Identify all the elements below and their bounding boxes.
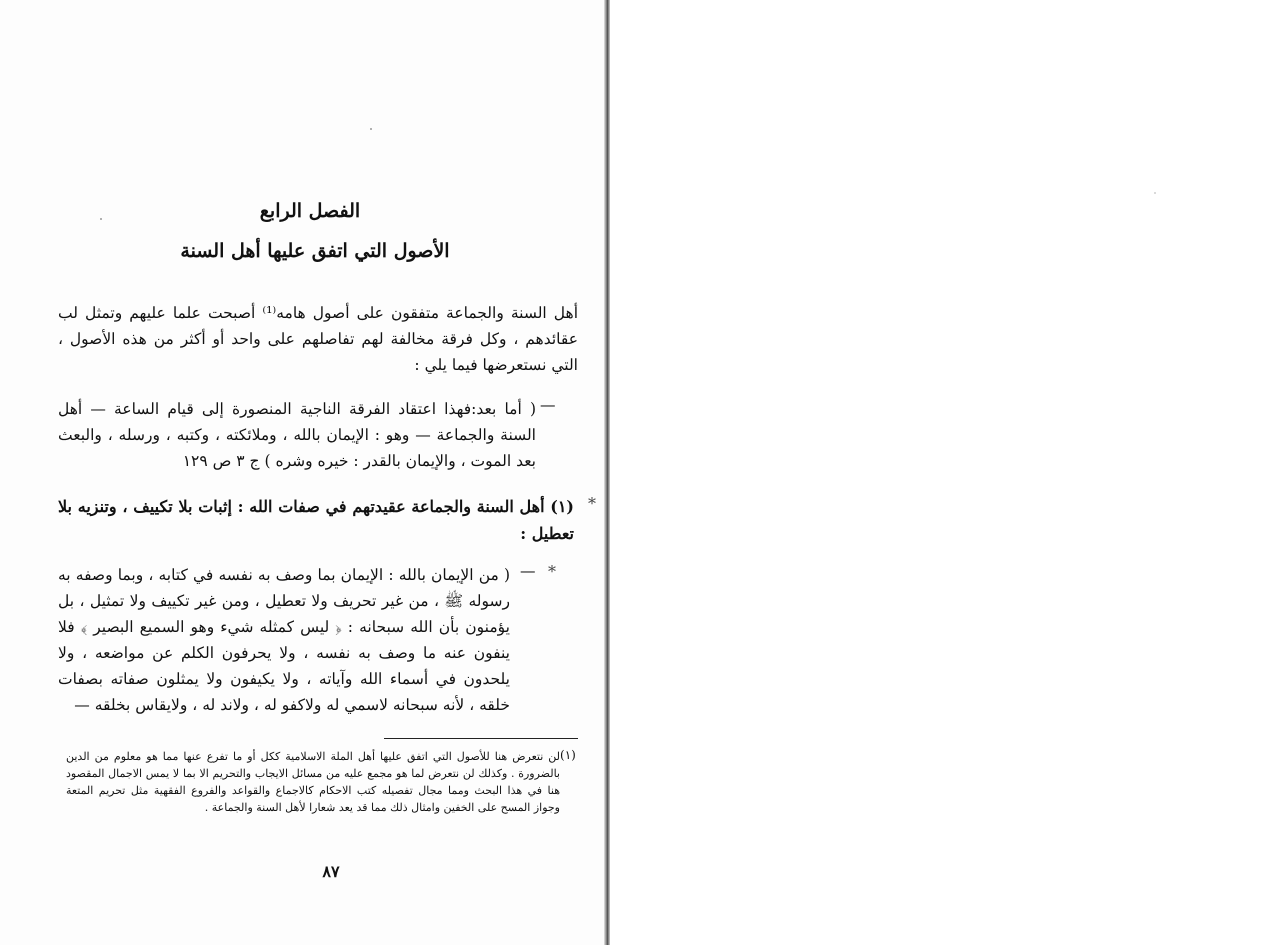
footnote-rule	[384, 738, 578, 739]
quote2-dash: —	[520, 562, 536, 580]
footnote-text: لن نتعرض هنا للأصول التي اتفق عليها أهل الملة الاسلامية ككل أو ما تفرع عنها مما هو معلوم من الدين بالضرورة . وكذلك لن نتعرض لما هو مجمع عليه من مسائل الايجاب والتحريم الا بما لا يمس الاجمال المقصود هنا في هذا البحث ومما مجال تفصيله كتب الاحكام كالاجماع والقواعد والفروع الفقهية مثل تحريم المتعة وجواز المسح على الخفين وامثال ذلك مما قد يعد شعارا لأهل السنة والجماعة .	[66, 750, 560, 814]
right-page-blank	[610, 0, 1275, 945]
page-number: ٨٧	[322, 862, 340, 881]
scan-speck	[370, 128, 372, 130]
footnote-number: (١)	[560, 748, 576, 762]
quote2-asterisk: *	[548, 562, 556, 581]
intro-paragraph: أهل السنة والجماعة متفقون على أصول هامه⁽¹⁾ أصبحت علما عليهم وتمثل لب عقائدهم ، وكل فرقة مخالفة لهم تفاصلهم على واحد أو أكثر من هذه الأصول ، التي نستعرضها فيما يلي :	[58, 304, 578, 374]
scan-speck	[100, 218, 102, 220]
quote1-paragraph: ( أما بعد:فهذا اعتقاد الفرقة الناجية المنصورة إلى قيام الساعة — أهل السنة والجماعة — وهو : الإيمان بالله ، وملائكته ، وكتبه ، ورسله ، والبعث بعد الموت ، والإيمان بالقدر : خيره وشره ) ج ٣ ص ١٢٩	[58, 400, 536, 470]
left-page	[0, 0, 606, 945]
chapter-title: الأصول التي اتفق عليها أهل السنة	[180, 240, 450, 262]
point1-heading: (١) أهل السنة والجماعة عقيدتهم في صفات الله : إثبات بلا تكييف ، وتنزيه بلا تعطيل :	[58, 497, 574, 543]
scan-speck	[1154, 192, 1156, 194]
point1-asterisk: *	[588, 494, 596, 513]
quote1-dash: —	[540, 396, 556, 414]
chapter-label: الفصل الرابع	[259, 200, 361, 222]
quote2-paragraph: ( من الإيمان بالله : الإيمان بما وصف به نفسه في كتابه ، وبما وصفه به رسوله ﷺ ، من غير تحريف ولا تعطيل ، ومن غير تكييف ولا تمثيل ، بل يؤمنون بأن الله سبحانه : ﴿ ليس كمثله شيء وهو السميع البصير ﴾ فلا ينفون عنه ما وصف به نفسه ، ولا يحرفون الكلم عن مواضعه ، ولا يلحدون في أسماء الله وآياته ، ولا يكيفون ولا يمثلون صفاته بصفات خلقه ، لأنه سبحانه لاسمي له ولاكفو له ، ولاند له ، ولايقاس بخلقه —	[58, 566, 510, 714]
